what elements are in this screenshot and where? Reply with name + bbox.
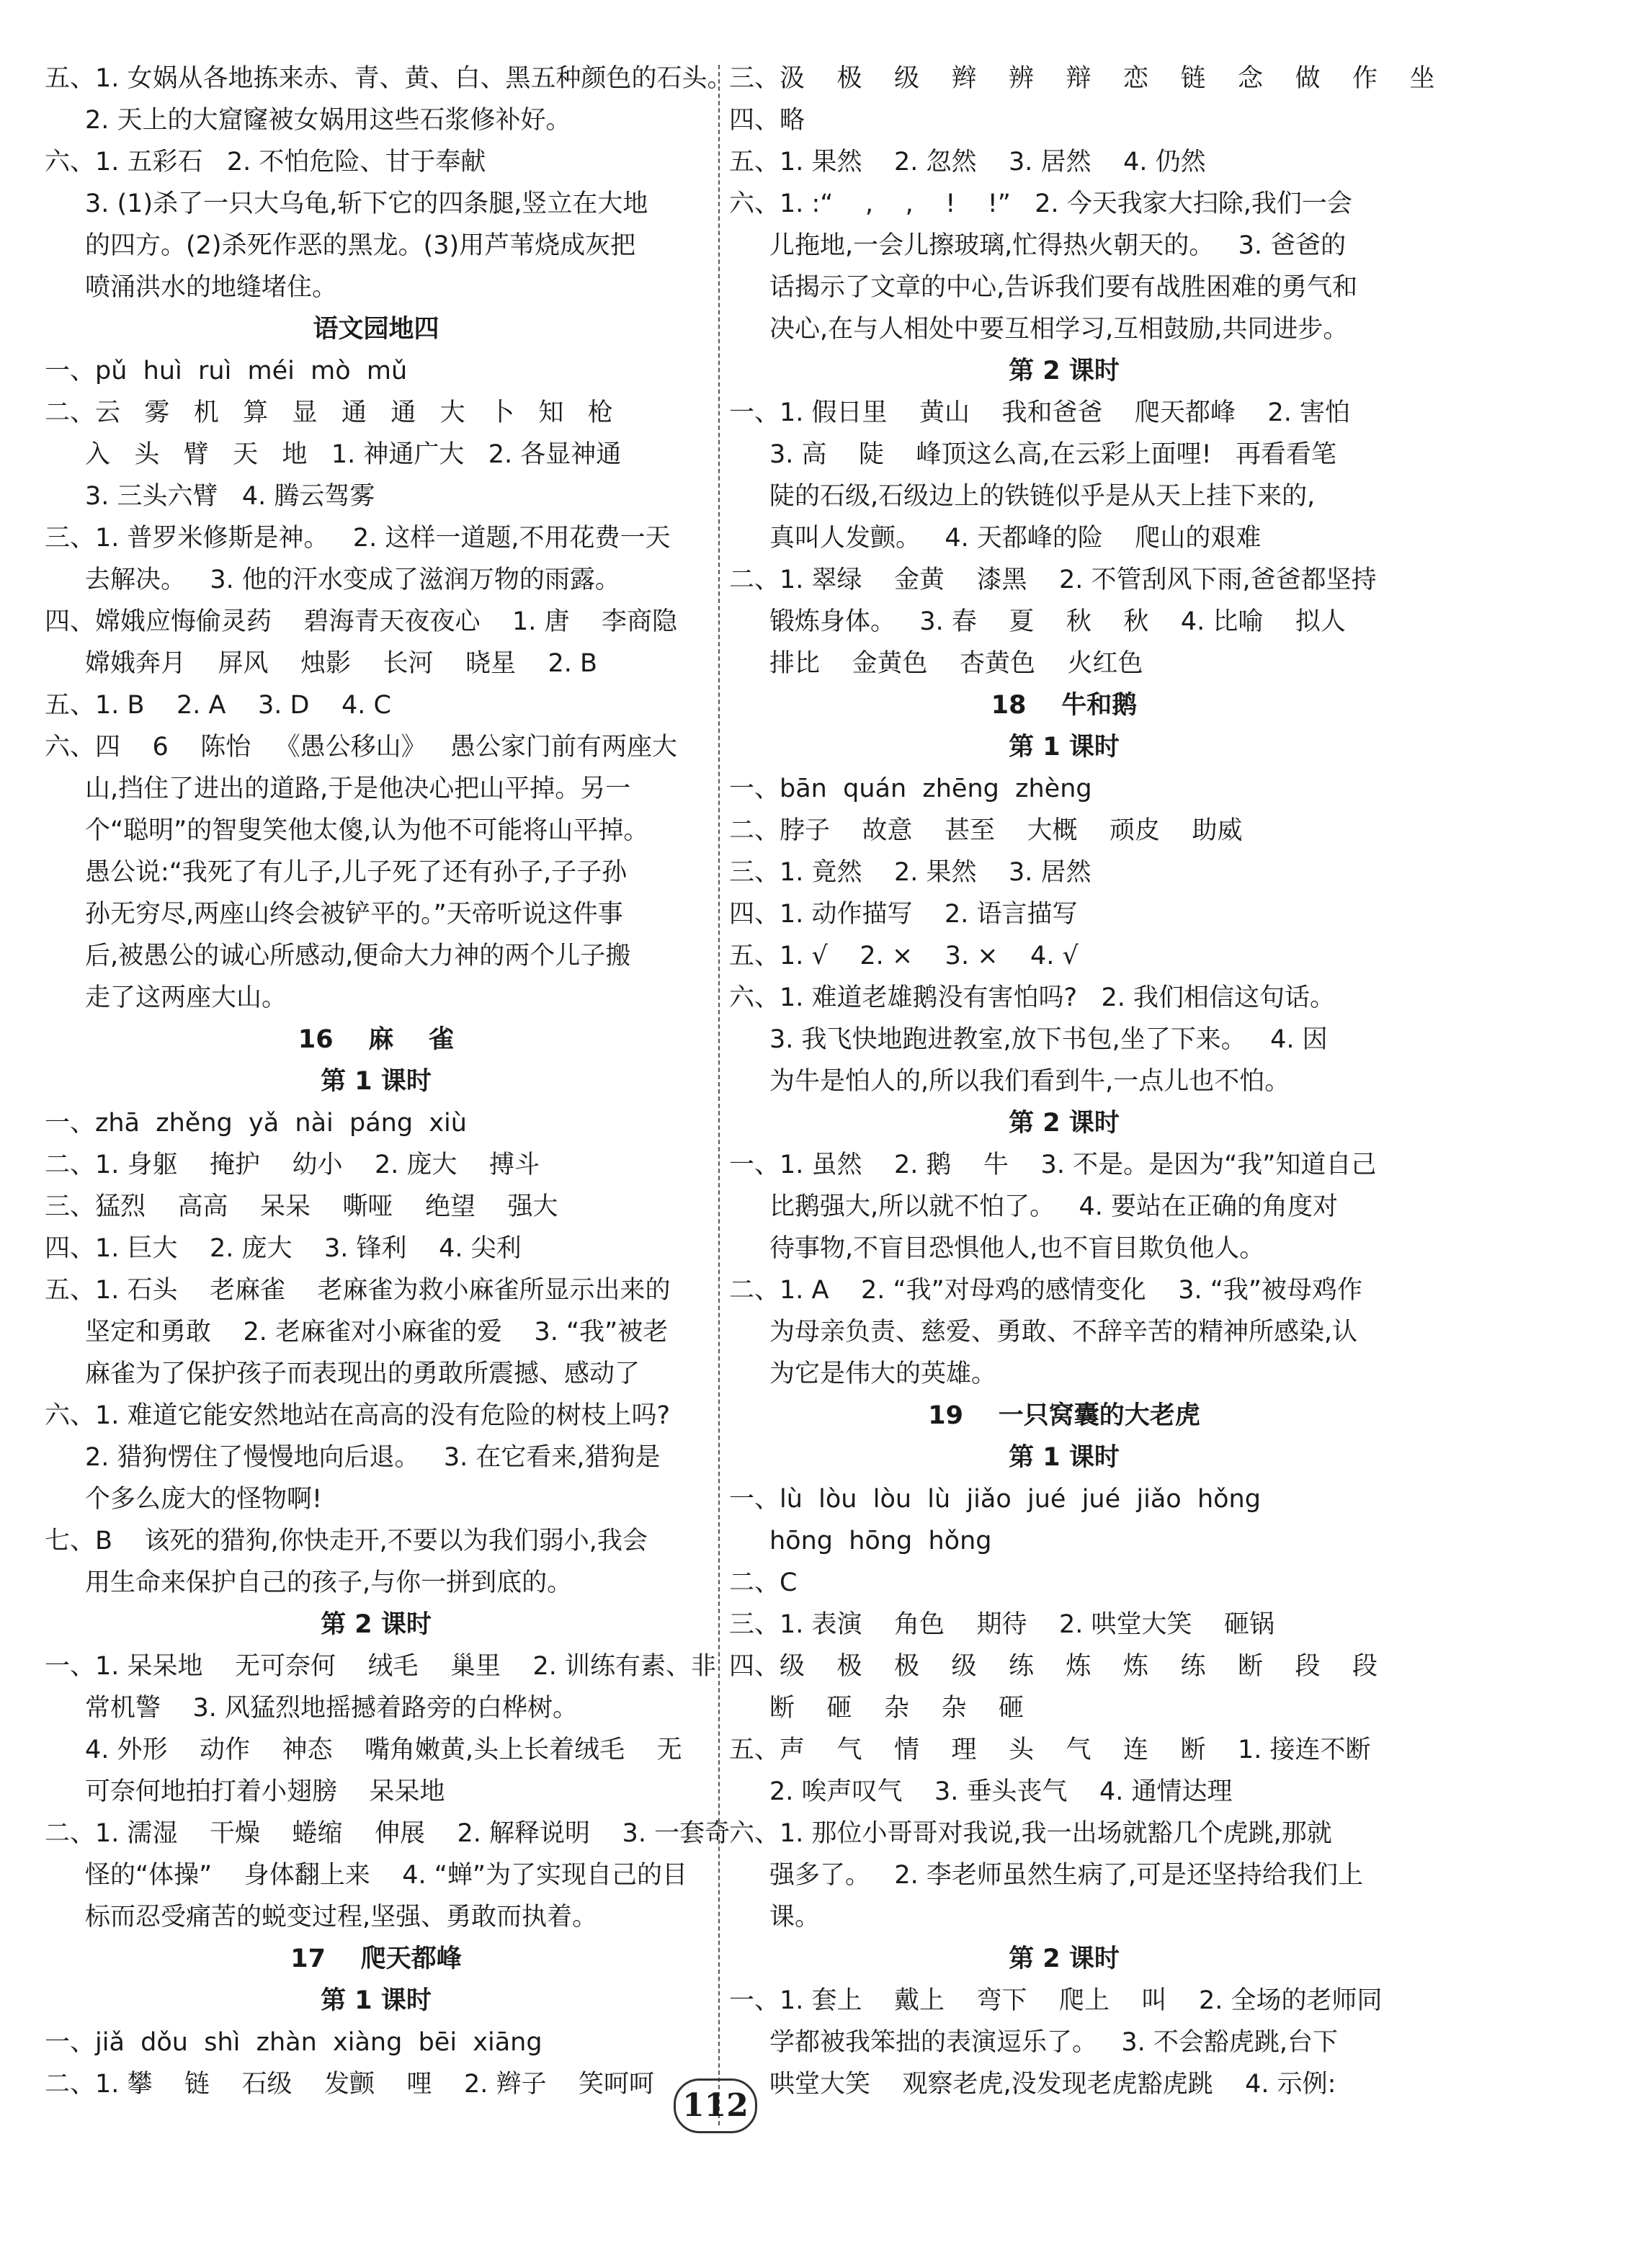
answer-line: 学都被我笨拙的表演逗乐了。 3. 不会豁虎跳,台下 — [769, 2028, 1339, 2057]
answer-line: 七、B 该死的猎狗,你快走开,不要以为我们弱小,我会 — [45, 1527, 648, 1555]
answer-line: 四、1. 动作描写 2. 语言描写 — [729, 900, 1078, 929]
answer-line: 一、jiǎ dǒu shì zhàn xiàng bēi xiāng — [45, 2028, 543, 2057]
section-heading: 第 2 课时 — [1009, 357, 1120, 385]
answer-line: 二、脖子 故意 甚至 大概 顽皮 助威 — [729, 816, 1243, 845]
section-heading: 语文园地四 — [313, 315, 439, 344]
answer-line: 2. 唉声叹气 3. 垂头丧气 4. 通情达理 — [769, 1777, 1233, 1806]
answer-line: hōng hōng hǒng — [769, 1527, 992, 1555]
answer-line: 入 头 臂 天 地 1. 神通广大 2. 各显神通 — [85, 440, 622, 469]
answer-line: 三、猛烈 高高 呆呆 嘶哑 绝望 强大 — [45, 1192, 558, 1221]
answer-line: 二、1. 身躯 掩护 幼小 2. 庞大 搏斗 — [45, 1151, 540, 1179]
answer-line: 四、级 极 极 级 练 炼 炼 练 断 段 段 — [729, 1652, 1378, 1681]
answer-line: 坚定和勇敢 2. 老麻雀对小麻雀的爱 3. “我”被老 — [85, 1318, 669, 1347]
section-heading: 19 一只窝囊的大老虎 — [928, 1401, 1200, 1430]
answer-line: 六、四 6 陈怡 《愚公移山》 愚公家门前有两座大 — [45, 733, 678, 762]
answer-line: 2. 猎狗愣住了慢慢地向后退。 3. 在它看来,猎狗是 — [85, 1443, 661, 1472]
answer-line: 二、1. 濡湿 干燥 蜷缩 伸展 2. 解释说明 3. 一套奇 — [45, 1819, 731, 1848]
answer-line: 一、pǔ huì ruì méi mò mǔ — [45, 357, 408, 385]
answer-line: 五、1. √ 2. × 3. × 4. √ — [729, 942, 1079, 970]
answer-line: 六、1. 难道它能安然地站在高高的没有危险的树枝上吗? — [45, 1401, 671, 1430]
answer-line: 3. 我飞快地跑进教室,放下书包,坐了下来。 4. 因 — [769, 1025, 1328, 1054]
answer-line: 三、1. 表演 角色 期待 2. 哄堂大笑 砸锅 — [729, 1610, 1275, 1639]
answer-line: 五、声 气 情 理 头 气 连 断 1. 接连不断 — [729, 1736, 1371, 1764]
answer-line: 孙无穷尽,两座山终会被铲平的。”天帝听说这件事 — [85, 900, 623, 929]
section-heading: 第 2 课时 — [1009, 1944, 1120, 1973]
answer-line: 五、1. 果然 2. 忽然 3. 居然 4. 仍然 — [729, 148, 1206, 177]
answer-line: 三、汲 极 级 辫 辨 辩 恋 链 念 做 作 坐 — [729, 64, 1435, 93]
answer-line: 强多了。 2. 李老师虽然生病了,可是还坚持给我们上 — [769, 1861, 1364, 1890]
answer-line: 二、1. A 2. “我”对母鸡的感情变化 3. “我”被母鸡作 — [729, 1276, 1363, 1305]
answer-line: 山,挡住了进出的道路,于是他决心把山平掉。另一 — [85, 774, 631, 803]
answer-line: 个“聪明”的智叟笑他太傻,认为他不可能将山平掉。 — [85, 816, 649, 845]
left-column — [45, 58, 733, 2105]
answer-line: 为它是伟大的英雄。 — [769, 1359, 997, 1388]
answer-line: 锻炼身体。 3. 春 夏 秋 秋 4. 比喻 拟人 — [769, 607, 1346, 636]
answer-line: 四、略 — [729, 106, 805, 135]
answer-line: 一、1. 呆呆地 无可奈何 绒毛 巢里 2. 训练有素、非 — [45, 1652, 717, 1681]
answer-line: 3. 三头六臂 4. 腾云驾雾 — [85, 482, 375, 511]
answer-line: 可奈何地拍打着小翅膀 呆呆地 — [85, 1777, 445, 1806]
answer-line: 3. 高 陡 峰顶这么高,在云彩上面哩! 再看看笔 — [769, 440, 1337, 469]
section-heading: 18 牛和鹅 — [991, 691, 1138, 720]
answer-line: 怪的“体操” 身体翻上来 4. “蝉”为了实现自己的目 — [85, 1861, 688, 1890]
answer-line: 四、1. 巨大 2. 庞大 3. 锋利 4. 尖利 — [45, 1234, 522, 1263]
answer-line: 一、1. 套上 戴上 弯下 爬上 叫 2. 全场的老师同 — [729, 1986, 1383, 2015]
section-heading: 第 1 课时 — [1009, 733, 1120, 762]
answer-line: 去解决。 3. 他的汗水变成了滋润万物的雨露。 — [85, 566, 620, 594]
answer-line: 五、1. 石头 老麻雀 老麻雀为救小麻雀所显示出来的 — [45, 1276, 671, 1305]
answer-line: 的四方。(2)杀死作恶的黑龙。(3)用芦苇烧成灰把 — [85, 231, 636, 260]
answer-line: 3. (1)杀了一只大乌龟,斩下它的四条腿,竖立在大地 — [85, 189, 648, 218]
answer-line: 一、bān quán zhēng zhèng — [729, 774, 1092, 803]
right-column — [729, 58, 1435, 2105]
answer-line: 为母亲负责、慈爱、勇敢、不辞辛苦的精神所感染,认 — [769, 1318, 1358, 1347]
answer-line: 儿拖地,一会儿擦玻璃,忙得热火朝天的。 3. 爸爸的 — [769, 231, 1347, 260]
answer-line: 用生命来保护自己的孩子,与你一拼到底的。 — [85, 1568, 573, 1597]
answer-line: 六、1. 那位小哥哥对我说,我一出场就豁几个虎跳,那就 — [729, 1819, 1332, 1848]
answer-line: 真叫人发颤。 4. 天都峰的险 爬山的艰难 — [769, 524, 1262, 553]
answer-line: 决心,在与人相处中要互相学习,互相鼓励,共同进步。 — [769, 315, 1349, 344]
section-heading: 第 2 课时 — [1009, 1109, 1120, 1138]
answer-line: 二、1. 攀 链 石级 发颤 哩 2. 辫子 笑呵呵 — [45, 2070, 655, 2099]
answer-line: 三、1. 普罗米修斯是神。 2. 这样一道题,不用花费一天 — [45, 524, 671, 553]
answer-line: 话揭示了文章的中心,告诉我们要有战胜困难的勇气和 — [769, 273, 1358, 302]
page-number: 112 — [674, 2078, 757, 2133]
answer-line: 六、1. :“ , , ! !” 2. 今天我家大扫除,我们一会 — [729, 189, 1352, 218]
answer-line: 课。 — [769, 1903, 821, 1932]
section-heading: 17 爬天都峰 — [290, 1944, 462, 1973]
answer-line: 断 砸 杂 杂 砸 — [769, 1694, 1024, 1723]
column-divider — [718, 65, 720, 2125]
answer-line: 4. 外形 动作 神态 嘴角嫩黄,头上长着绒毛 无 — [85, 1736, 682, 1764]
answer-line: 三、1. 竟然 2. 果然 3. 居然 — [729, 858, 1091, 887]
answer-line: 一、1. 虽然 2. 鹅 牛 3. 不是。是因为“我”知道自己 — [729, 1151, 1377, 1179]
answer-line: 比鹅强大,所以就不怕了。 4. 要站在正确的角度对 — [769, 1192, 1339, 1221]
answer-line: 哄堂大笑 观察老虎,没发现老虎豁虎跳 4. 示例: — [769, 2070, 1336, 2099]
answer-line: 标而忍受痛苦的蜕变过程,坚强、勇敢而执着。 — [85, 1903, 598, 1932]
answer-line: 2. 天上的大窟窿被女娲用这些石浆修补好。 — [85, 106, 571, 135]
answer-line: 走了这两座大山。 — [85, 983, 287, 1012]
answer-line: 后,被愚公的诚心所感动,便命大力神的两个儿子搬 — [85, 942, 631, 970]
answer-line: 六、1. 五彩石 2. 不怕危险、甘于奉献 — [45, 148, 486, 177]
section-heading: 第 2 课时 — [321, 1610, 432, 1639]
answer-line: 二、1. 翠绿 金黄 漆黑 2. 不管刮风下雨,爸爸都坚持 — [729, 566, 1377, 594]
answer-line: 排比 金黄色 杏黄色 火红色 — [769, 649, 1143, 678]
answer-line: 一、1. 假日里 黄山 我和爸爸 爬天都峰 2. 害怕 — [729, 398, 1351, 427]
section-heading: 第 1 课时 — [321, 1067, 432, 1096]
answer-line: 喷涌洪水的地缝堵住。 — [85, 273, 338, 302]
answer-line: 常机警 3. 风猛烈地摇撼着路旁的白桦树。 — [85, 1694, 579, 1723]
answer-line: 五、1. B 2. A 3. D 4. C — [45, 691, 391, 720]
answer-line: 为牛是怕人的,所以我们看到牛,一点儿也不怕。 — [769, 1067, 1290, 1096]
answer-line: 麻雀为了保护孩子而表现出的勇敢所震撼、感动了 — [85, 1359, 640, 1388]
answer-line: 愚公说:“我死了有儿子,儿子死了还有孙子,子子孙 — [85, 858, 628, 887]
answer-line: 个多么庞大的怪物啊! — [85, 1485, 323, 1514]
answer-line: 五、1. 女娲从各地拣来赤、青、黄、白、黑五种颜色的石头。 — [45, 64, 733, 93]
answer-line: 待事物,不盲目恐惧他人,也不盲目欺负他人。 — [769, 1234, 1265, 1263]
answer-line: 六、1. 难道老雄鹅没有害怕吗? 2. 我们相信这句话。 — [729, 983, 1335, 1012]
answer-line: 陡的石级,石级边上的铁链似乎是从天上挂下来的, — [769, 482, 1316, 511]
answer-line: 嫦娥奔月 屏风 烛影 长河 晓星 2. B — [85, 649, 598, 678]
answer-line: 一、zhā zhěng yǎ nài páng xiù — [45, 1109, 467, 1138]
section-heading: 第 1 课时 — [1009, 1443, 1120, 1472]
answer-line: 一、lù lòu lòu lù jiǎo jué jué jiǎo hǒng — [729, 1485, 1261, 1514]
answer-line: 二、云 雾 机 算 显 通 通 大 卜 知 枪 — [45, 398, 613, 427]
section-heading: 16 麻 雀 — [298, 1025, 455, 1054]
answer-line: 四、嫦娥应悔偷灵药 碧海青天夜夜心 1. 唐 李商隐 — [45, 607, 678, 636]
section-heading: 第 1 课时 — [321, 1986, 432, 2015]
answer-line: 二、C — [729, 1568, 798, 1597]
